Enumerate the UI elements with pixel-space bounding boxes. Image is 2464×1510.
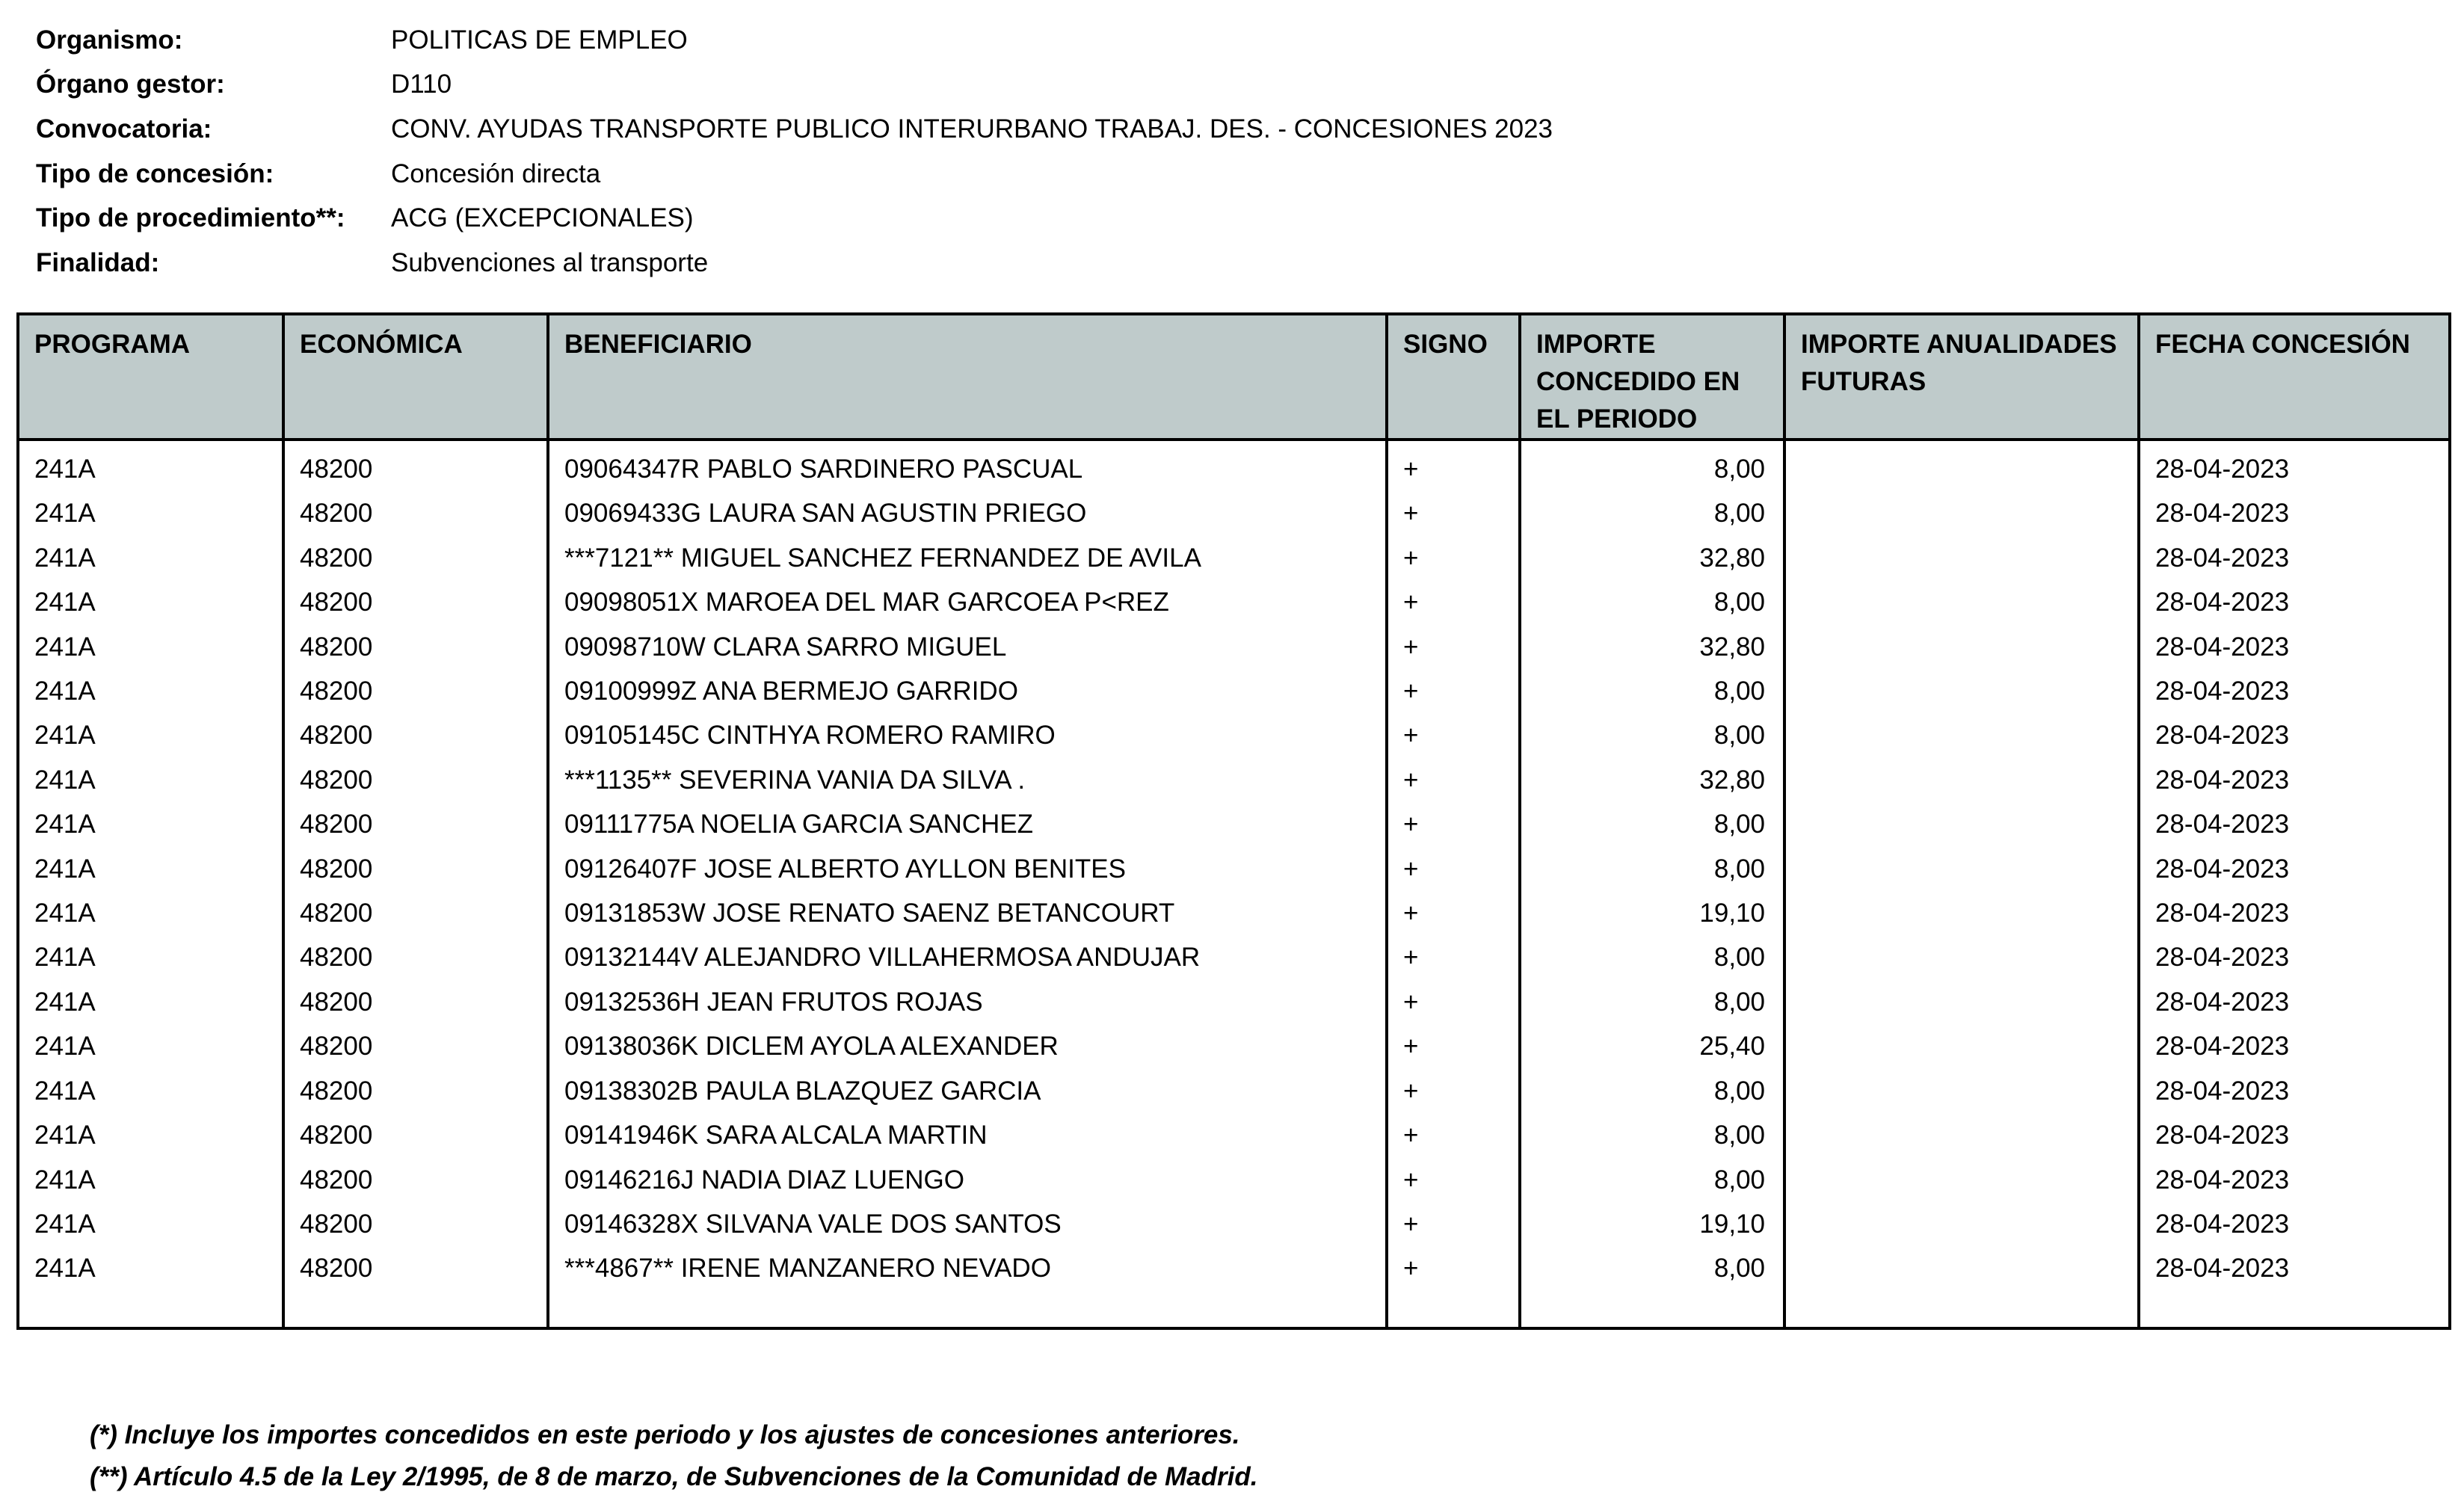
cell-programa: 241A bbox=[18, 935, 283, 979]
cell-importe-anualidades bbox=[1784, 1113, 2139, 1157]
meta-label: Convocatoria: bbox=[36, 114, 212, 144]
cell-beneficiario: 09131853W JOSE RENATO SAENZ BETANCOURT bbox=[548, 891, 1387, 935]
cell-programa: 241A bbox=[18, 1158, 283, 1202]
document-header bbox=[36, 18, 1553, 286]
cell-importe-concedido: 8,00 bbox=[1520, 440, 1784, 491]
footnote-importes: (*) Incluye los importes concedidos en este periodo y los ajustes de concesiones anteriores. bbox=[90, 1420, 1240, 1449]
cell-importe-concedido: 8,00 bbox=[1520, 713, 1784, 757]
cell-signo: + bbox=[1387, 440, 1520, 491]
cell-fecha-concesion: 28-04-2023 bbox=[2139, 847, 2450, 891]
cell-signo: + bbox=[1387, 1069, 1520, 1113]
cell-programa: 241A bbox=[18, 440, 283, 491]
cell-beneficiario: 09138036K DICLEM AYOLA ALEXANDER bbox=[548, 1024, 1387, 1068]
cell-fecha-concesion: 28-04-2023 bbox=[2139, 1202, 2450, 1246]
spacer-cell bbox=[2139, 1291, 2450, 1328]
cell-importe-anualidades bbox=[1784, 980, 2139, 1024]
cell-importe-anualidades bbox=[1784, 580, 2139, 624]
column-header-signo: SIGNO bbox=[1387, 314, 1520, 440]
cell-beneficiario: ***4867** IRENE MANZANERO NEVADO bbox=[548, 1246, 1387, 1290]
cell-fecha-concesion: 28-04-2023 bbox=[2139, 625, 2450, 669]
cell-programa: 241A bbox=[18, 1202, 283, 1246]
column-header-beneficiario: BENEFICIARIO bbox=[548, 314, 1387, 440]
cell-importe-anualidades bbox=[1784, 625, 2139, 669]
meta-row-organismo bbox=[36, 18, 1553, 63]
table-row bbox=[18, 1113, 2450, 1157]
cell-importe-anualidades bbox=[1784, 713, 2139, 757]
cell-beneficiario: 09111775A NOELIA GARCIA SANCHEZ bbox=[548, 802, 1387, 846]
cell-fecha-concesion: 28-04-2023 bbox=[2139, 980, 2450, 1024]
cell-economica: 48200 bbox=[283, 491, 548, 535]
footnote-ley: (**) Artículo 4.5 de la Ley 2/1995, de 8 de marzo, de Subvenciones de la Comunidad de Madrid. bbox=[90, 1462, 1258, 1491]
cell-fecha-concesion: 28-04-2023 bbox=[2139, 891, 2450, 935]
cell-importe-anualidades bbox=[1784, 536, 2139, 580]
cell-importe-concedido: 19,10 bbox=[1520, 891, 1784, 935]
cell-fecha-concesion: 28-04-2023 bbox=[2139, 935, 2450, 979]
cell-economica: 48200 bbox=[283, 536, 548, 580]
cell-importe-concedido: 8,00 bbox=[1520, 1113, 1784, 1157]
cell-fecha-concesion: 28-04-2023 bbox=[2139, 1069, 2450, 1113]
cell-fecha-concesion: 28-04-2023 bbox=[2139, 713, 2450, 757]
cell-importe-anualidades bbox=[1784, 935, 2139, 979]
cell-economica: 48200 bbox=[283, 802, 548, 846]
table-row bbox=[18, 440, 2450, 491]
cell-importe-concedido: 8,00 bbox=[1520, 1069, 1784, 1113]
cell-signo: + bbox=[1387, 1246, 1520, 1290]
cell-importe-concedido: 8,00 bbox=[1520, 491, 1784, 535]
cell-fecha-concesion: 28-04-2023 bbox=[2139, 758, 2450, 802]
concessions-table bbox=[16, 312, 2451, 1330]
cell-importe-concedido: 8,00 bbox=[1520, 580, 1784, 624]
cell-importe-concedido: 8,00 bbox=[1520, 980, 1784, 1024]
table-row bbox=[18, 713, 2450, 757]
cell-signo: + bbox=[1387, 980, 1520, 1024]
cell-fecha-concesion: 28-04-2023 bbox=[2139, 491, 2450, 535]
cell-signo: + bbox=[1387, 1202, 1520, 1246]
cell-beneficiario: 09105145C CINTHYA ROMERO RAMIRO bbox=[548, 713, 1387, 757]
cell-beneficiario: ***1135** SEVERINA VANIA DA SILVA . bbox=[548, 758, 1387, 802]
cell-importe-anualidades bbox=[1784, 847, 2139, 891]
cell-fecha-concesion: 28-04-2023 bbox=[2139, 536, 2450, 580]
spacer-cell bbox=[1784, 1291, 2139, 1328]
cell-importe-anualidades bbox=[1784, 1069, 2139, 1113]
cell-importe-concedido: 8,00 bbox=[1520, 847, 1784, 891]
cell-beneficiario: 09132144V ALEJANDRO VILLAHERMOSA ANDUJAR bbox=[548, 935, 1387, 979]
cell-signo: + bbox=[1387, 891, 1520, 935]
meta-value: CONV. AYUDAS TRANSPORTE PUBLICO INTERURBANO TRABAJ. DES. - CONCESIONES 2023 bbox=[391, 114, 1553, 144]
cell-programa: 241A bbox=[18, 891, 283, 935]
spacer-cell bbox=[283, 1291, 548, 1328]
cell-importe-concedido: 8,00 bbox=[1520, 935, 1784, 979]
cell-economica: 48200 bbox=[283, 1158, 548, 1202]
cell-beneficiario: 09098051X MAROEA DEL MAR GARCOEA P<REZ bbox=[548, 580, 1387, 624]
cell-signo: + bbox=[1387, 625, 1520, 669]
cell-fecha-concesion: 28-04-2023 bbox=[2139, 669, 2450, 713]
cell-beneficiario: 09064347R PABLO SARDINERO PASCUAL bbox=[548, 440, 1387, 491]
cell-importe-anualidades bbox=[1784, 1024, 2139, 1068]
cell-importe-anualidades bbox=[1784, 491, 2139, 535]
cell-fecha-concesion: 28-04-2023 bbox=[2139, 1024, 2450, 1068]
table-row bbox=[18, 847, 2450, 891]
cell-importe-anualidades bbox=[1784, 669, 2139, 713]
table-bottom-spacer bbox=[18, 1291, 2450, 1328]
cell-importe-concedido: 8,00 bbox=[1520, 1158, 1784, 1202]
cell-economica: 48200 bbox=[283, 758, 548, 802]
cell-importe-anualidades bbox=[1784, 1246, 2139, 1290]
cell-importe-anualidades bbox=[1784, 440, 2139, 491]
cell-economica: 48200 bbox=[283, 1202, 548, 1246]
cell-beneficiario: 09146216J NADIA DIAZ LUENGO bbox=[548, 1158, 1387, 1202]
cell-beneficiario: 09069433G LAURA SAN AGUSTIN PRIEGO bbox=[548, 491, 1387, 535]
cell-fecha-concesion: 28-04-2023 bbox=[2139, 1158, 2450, 1202]
cell-fecha-concesion: 28-04-2023 bbox=[2139, 1113, 2450, 1157]
meta-row-finalidad bbox=[36, 241, 1553, 286]
cell-economica: 48200 bbox=[283, 1113, 548, 1157]
meta-value: Subvenciones al transporte bbox=[391, 247, 709, 277]
cell-importe-concedido: 32,80 bbox=[1520, 536, 1784, 580]
cell-economica: 48200 bbox=[283, 580, 548, 624]
cell-programa: 241A bbox=[18, 713, 283, 757]
cell-signo: + bbox=[1387, 669, 1520, 713]
cell-programa: 241A bbox=[18, 802, 283, 846]
cell-importe-concedido: 19,10 bbox=[1520, 1202, 1784, 1246]
table-row bbox=[18, 580, 2450, 624]
table-row bbox=[18, 491, 2450, 535]
table-row bbox=[18, 980, 2450, 1024]
cell-programa: 241A bbox=[18, 758, 283, 802]
cell-programa: 241A bbox=[18, 1069, 283, 1113]
cell-signo: + bbox=[1387, 758, 1520, 802]
cell-signo: + bbox=[1387, 713, 1520, 757]
cell-economica: 48200 bbox=[283, 891, 548, 935]
cell-programa: 241A bbox=[18, 1024, 283, 1068]
table-row bbox=[18, 669, 2450, 713]
cell-programa: 241A bbox=[18, 669, 283, 713]
meta-value: ACG (EXCEPCIONALES) bbox=[391, 203, 694, 233]
cell-beneficiario: 09146328X SILVANA VALE DOS SANTOS bbox=[548, 1202, 1387, 1246]
meta-label: Organismo: bbox=[36, 25, 183, 55]
cell-economica: 48200 bbox=[283, 980, 548, 1024]
cell-importe-concedido: 25,40 bbox=[1520, 1024, 1784, 1068]
cell-signo: + bbox=[1387, 536, 1520, 580]
cell-importe-anualidades bbox=[1784, 802, 2139, 846]
column-header-fecha-concesion: FECHA CONCESIÓN bbox=[2139, 314, 2450, 440]
cell-signo: + bbox=[1387, 1113, 1520, 1157]
table-row bbox=[18, 625, 2450, 669]
cell-programa: 241A bbox=[18, 491, 283, 535]
spacer-cell bbox=[1520, 1291, 1784, 1328]
cell-signo: + bbox=[1387, 1024, 1520, 1068]
cell-fecha-concesion: 28-04-2023 bbox=[2139, 1246, 2450, 1290]
meta-value: Concesión directa bbox=[391, 158, 601, 188]
meta-row-tipo-concesion bbox=[36, 152, 1553, 197]
spacer-cell bbox=[1387, 1291, 1520, 1328]
cell-importe-anualidades bbox=[1784, 891, 2139, 935]
meta-value: D110 bbox=[391, 70, 452, 99]
cell-fecha-concesion: 28-04-2023 bbox=[2139, 440, 2450, 491]
table-row bbox=[18, 1158, 2450, 1202]
cell-signo: + bbox=[1387, 935, 1520, 979]
cell-importe-anualidades bbox=[1784, 758, 2139, 802]
cell-economica: 48200 bbox=[283, 1024, 548, 1068]
cell-programa: 241A bbox=[18, 625, 283, 669]
cell-beneficiario: ***7121** MIGUEL SANCHEZ FERNANDEZ DE AVILA bbox=[548, 536, 1387, 580]
cell-signo: + bbox=[1387, 1158, 1520, 1202]
cell-importe-concedido: 8,00 bbox=[1520, 1246, 1784, 1290]
cell-beneficiario: 09100999Z ANA BERMEJO GARRIDO bbox=[548, 669, 1387, 713]
cell-fecha-concesion: 28-04-2023 bbox=[2139, 802, 2450, 846]
table-row bbox=[18, 891, 2450, 935]
cell-programa: 241A bbox=[18, 1113, 283, 1157]
meta-label: Órgano gestor: bbox=[36, 70, 225, 99]
cell-beneficiario: 09126407F JOSE ALBERTO AYLLON BENITES bbox=[548, 847, 1387, 891]
cell-economica: 48200 bbox=[283, 935, 548, 979]
column-header-programa: PROGRAMA bbox=[18, 314, 283, 440]
cell-beneficiario: 09141946K SARA ALCALA MARTIN bbox=[548, 1113, 1387, 1157]
cell-programa: 241A bbox=[18, 847, 283, 891]
cell-signo: + bbox=[1387, 580, 1520, 624]
spacer-cell bbox=[18, 1291, 283, 1328]
cell-programa: 241A bbox=[18, 980, 283, 1024]
meta-label: Tipo de procedimiento**: bbox=[36, 203, 345, 233]
table-row bbox=[18, 758, 2450, 802]
cell-economica: 48200 bbox=[283, 1069, 548, 1113]
cell-signo: + bbox=[1387, 802, 1520, 846]
table-row bbox=[18, 935, 2450, 979]
cell-signo: + bbox=[1387, 847, 1520, 891]
meta-row-convocatoria bbox=[36, 107, 1553, 152]
meta-row-organo-gestor bbox=[36, 63, 1553, 108]
cell-economica: 48200 bbox=[283, 847, 548, 891]
cell-economica: 48200 bbox=[283, 440, 548, 491]
table-header-row bbox=[18, 314, 2450, 440]
column-header-importe-anualidades: IMPORTE ANUALIDADES FUTURAS bbox=[1784, 314, 2139, 440]
table-row bbox=[18, 1202, 2450, 1246]
meta-row-tipo-procedimiento bbox=[36, 196, 1553, 241]
cell-economica: 48200 bbox=[283, 1246, 548, 1290]
table-row bbox=[18, 536, 2450, 580]
cell-fecha-concesion: 28-04-2023 bbox=[2139, 580, 2450, 624]
table-row bbox=[18, 1069, 2450, 1113]
cell-importe-anualidades bbox=[1784, 1202, 2139, 1246]
cell-economica: 48200 bbox=[283, 625, 548, 669]
cell-programa: 241A bbox=[18, 536, 283, 580]
table-row bbox=[18, 1246, 2450, 1290]
table-row bbox=[18, 1024, 2450, 1068]
cell-importe-concedido: 8,00 bbox=[1520, 669, 1784, 713]
cell-beneficiario: 09138302B PAULA BLAZQUEZ GARCIA bbox=[548, 1069, 1387, 1113]
meta-value: POLITICAS DE EMPLEO bbox=[391, 25, 688, 55]
spacer-cell bbox=[548, 1291, 1387, 1328]
cell-importe-anualidades bbox=[1784, 1158, 2139, 1202]
cell-programa: 241A bbox=[18, 580, 283, 624]
footnotes bbox=[90, 1414, 1257, 1498]
cell-economica: 48200 bbox=[283, 669, 548, 713]
table-body bbox=[18, 440, 2450, 1328]
column-header-economica: ECONÓMICA bbox=[283, 314, 548, 440]
cell-signo: + bbox=[1387, 491, 1520, 535]
cell-importe-concedido: 8,00 bbox=[1520, 802, 1784, 846]
cell-programa: 241A bbox=[18, 1246, 283, 1290]
table-row bbox=[18, 802, 2450, 846]
column-header-importe-concedido: IMPORTE CONCEDIDO EN EL PERIODO bbox=[1520, 314, 1784, 440]
cell-beneficiario: 09132536H JEAN FRUTOS ROJAS bbox=[548, 980, 1387, 1024]
cell-importe-concedido: 32,80 bbox=[1520, 625, 1784, 669]
cell-beneficiario: 09098710W CLARA SARRO MIGUEL bbox=[548, 625, 1387, 669]
meta-label: Finalidad: bbox=[36, 247, 160, 277]
cell-importe-concedido: 32,80 bbox=[1520, 758, 1784, 802]
meta-label: Tipo de concesión: bbox=[36, 158, 274, 188]
cell-economica: 48200 bbox=[283, 713, 548, 757]
